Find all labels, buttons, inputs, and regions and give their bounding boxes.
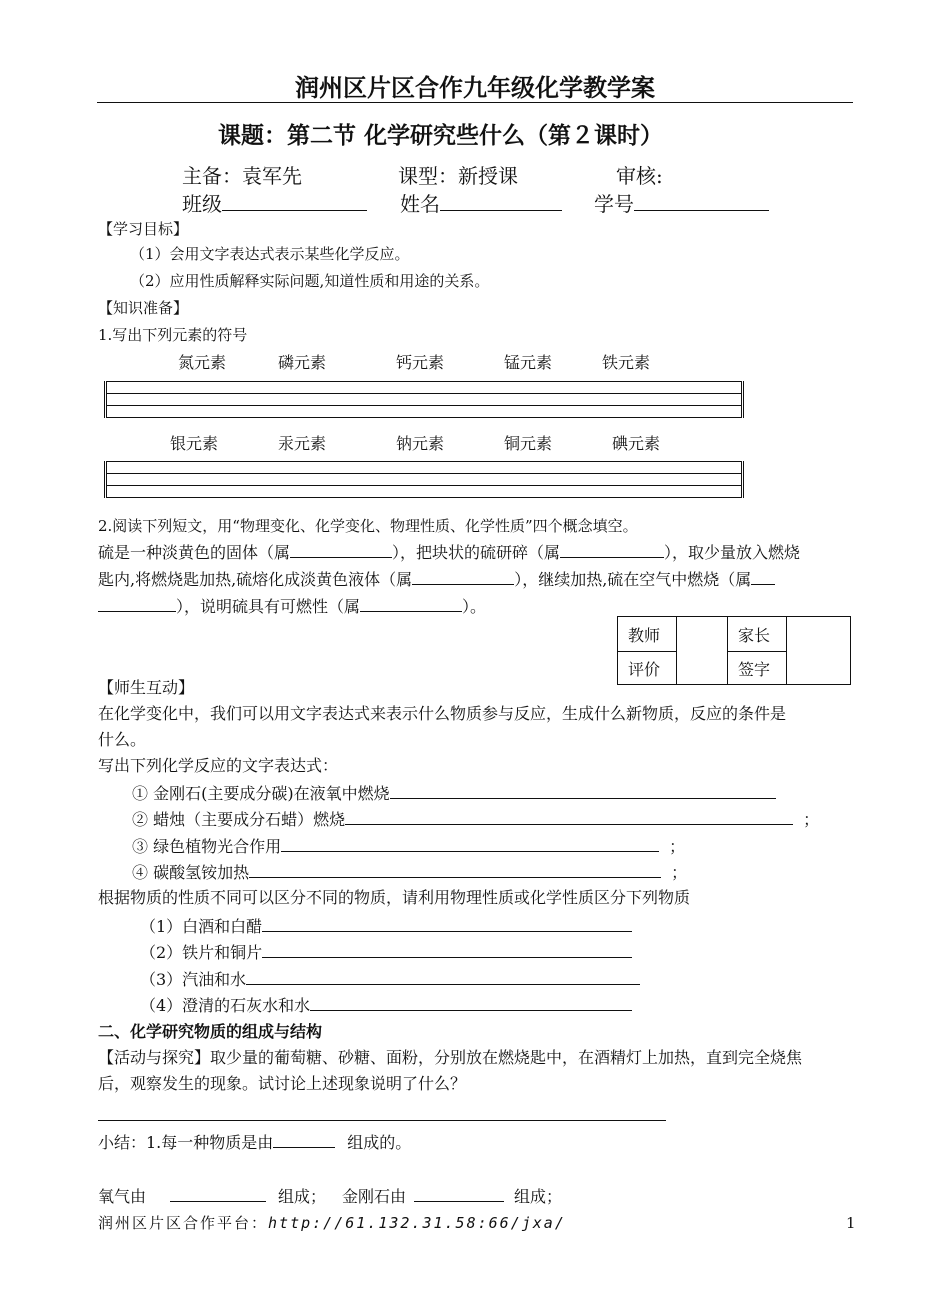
teacher-evaluation-cell[interactable] [677, 617, 728, 685]
fill-blank[interactable] [360, 594, 462, 612]
answer-line[interactable] [262, 914, 632, 932]
element-label: 锰元素 [504, 353, 553, 372]
element-label: 铜元素 [504, 434, 553, 453]
text: ），继续加热,硫在空气中燃烧（属 [514, 570, 752, 589]
objective-item: （2）应用性质解释实际问题,知道性质和用途的关系。 [130, 272, 490, 290]
element-label: 铁元素 [602, 353, 651, 372]
name-field [400, 190, 562, 217]
parent-label-2: 签字 [728, 652, 787, 685]
symbol-writing-lines-2[interactable] [104, 461, 744, 498]
footer-platform [98, 1212, 566, 1234]
text: 【活动与探究】 [98, 1048, 211, 1067]
text: ； [671, 863, 688, 882]
objectives-heading: 【学习目标】 [98, 220, 189, 238]
name-label: 姓名 [400, 192, 440, 216]
answer-line[interactable] [249, 860, 661, 878]
reaction-task: 写出下列化学反应的文字表达式： [98, 756, 339, 775]
question-1: 1.写出下列元素的符号 [98, 326, 248, 344]
text: ； [669, 837, 686, 856]
name-blank[interactable] [440, 190, 562, 211]
objective-item: （1）会用文字表达式表示某些化学反应。 [130, 245, 410, 263]
answer-line[interactable] [262, 940, 632, 958]
evaluation-table [617, 616, 851, 685]
parent-signature-cell[interactable] [787, 617, 851, 685]
number-blank[interactable] [634, 190, 769, 211]
fill-blank[interactable] [414, 1184, 504, 1202]
reaction-item [132, 781, 776, 806]
question-2: 2.阅读下列短文，用“物理变化、化学变化、物理性质、化学性质”四个概念填空。 [98, 517, 638, 535]
fill-blank[interactable] [98, 594, 176, 612]
text: （1）白酒和白醋 [140, 917, 263, 936]
text: ），说明硫具有可燃性（属 [176, 597, 361, 616]
text: 匙内,将燃烧匙加热,硫熔化成淡黄色液体（属 [98, 570, 413, 589]
parent-label-1: 家长 [728, 617, 787, 652]
pair-item [140, 940, 632, 965]
reviewer: 审核: [616, 164, 663, 188]
header-rule [97, 102, 853, 103]
class-blank[interactable] [222, 190, 367, 211]
pair-item [140, 967, 640, 992]
text: （2）铁片和铜片 [140, 943, 263, 962]
text: 小结：1.每一种物质是由 [98, 1133, 274, 1152]
sulfur-paragraph-line-3 [98, 594, 486, 619]
text: （4）澄清的石灰水和水 [140, 996, 311, 1015]
lesson-title: 课题：第二节 化学研究些什么（第２课时） [218, 122, 664, 149]
class-field [182, 190, 367, 217]
class-label: 班级 [182, 192, 222, 216]
answer-line[interactable] [390, 781, 776, 799]
text: 氧气由 [98, 1187, 147, 1206]
preparation-heading: 【知识准备】 [98, 299, 189, 317]
element-label: 碘元素 [612, 434, 661, 453]
interaction-intro: 在化学变化中，我们可以用文字表达式来表示什么物质参与反应，生成什么新物质，反应的条件是 [98, 704, 787, 723]
activity-line-2: 后，观察发生的现象。试讨论上述现象说明了什么？ [98, 1074, 467, 1093]
fill-blank[interactable] [412, 567, 514, 585]
text: 组成； [278, 1187, 327, 1206]
text: ）。 [462, 597, 487, 616]
summary-line [98, 1130, 411, 1155]
symbol-writing-lines-1[interactable] [104, 381, 744, 418]
distinguish-task: 根据物质的性质不同可以区分不同的物质，请利用物理性质或化学性质区分下列物质 [98, 888, 691, 907]
teacher-label-1: 教师 [618, 617, 677, 652]
teacher-label-2: 评价 [618, 652, 677, 685]
school-title: 润州区片区合作九年级化学教学案 [295, 73, 655, 102]
element-label: 汞元素 [278, 434, 327, 453]
reaction-item [132, 807, 819, 832]
fill-blank[interactable] [170, 1184, 266, 1202]
interaction-intro: 什么。 [98, 730, 147, 749]
text: 硫是一种淡黄色的固体（属 [98, 543, 291, 562]
reaction-item [132, 834, 685, 859]
element-label: 氮元素 [178, 353, 227, 372]
fill-blank[interactable] [290, 540, 392, 558]
text: ① 金刚石(主要成分碳)在液氧中燃烧 [132, 784, 390, 803]
answer-line[interactable] [281, 834, 659, 852]
text: ② 蜡烛（主要成分石蜡）燃烧 [132, 810, 346, 829]
text: 金刚石由 [342, 1187, 407, 1206]
number-label: 学号 [594, 192, 634, 216]
section-2-heading: 二、化学研究物质的组成与结构 [98, 1022, 323, 1041]
fill-blank[interactable] [751, 567, 775, 585]
fill-blank[interactable] [273, 1130, 335, 1148]
number-field [594, 190, 769, 217]
element-label: 钠元素 [396, 434, 445, 453]
interaction-heading: 【师生互动】 [98, 678, 195, 697]
text: ③ 绿色植物光合作用 [132, 837, 282, 856]
activity-answer-line[interactable] [98, 1120, 666, 1121]
element-label: 钙元素 [396, 353, 445, 372]
reaction-item [132, 860, 687, 885]
composition-line [98, 1184, 562, 1209]
answer-line[interactable] [246, 967, 640, 985]
fill-blank[interactable] [560, 540, 664, 558]
text: （3）汽油和水 [140, 970, 247, 989]
text: ），把块状的硫研碎（属 [392, 543, 561, 562]
activity-line-1 [98, 1046, 802, 1070]
pair-item [140, 914, 632, 939]
text: ； [803, 810, 820, 829]
text: 取少量的葡萄糖、砂糖、面粉，分别放在燃烧匙中，在酒精灯上加热，直到完全烧焦 [210, 1048, 803, 1067]
answer-line[interactable] [310, 993, 632, 1011]
lesson-type: 课型：新授课 [398, 164, 518, 188]
text: 组成的。 [347, 1133, 412, 1152]
page-number: 1 [846, 1214, 856, 1232]
pair-item [140, 993, 632, 1018]
text: ），取少量放入燃烧 [664, 543, 801, 562]
element-label: 磷元素 [278, 353, 327, 372]
text: 组成； [514, 1187, 563, 1206]
text: ④ 碳酸氢铵加热 [132, 863, 250, 882]
preparer: 主备：袁军先 [182, 164, 302, 188]
sulfur-paragraph-line-2 [98, 567, 775, 592]
answer-line[interactable] [345, 807, 793, 825]
text: 润州区片区合作平台： [98, 1214, 269, 1232]
sulfur-paragraph-line-1 [98, 540, 800, 565]
platform-url[interactable]: http://61.132.31.58:66/jxa/ [268, 1214, 566, 1232]
element-label: 银元素 [170, 434, 219, 453]
